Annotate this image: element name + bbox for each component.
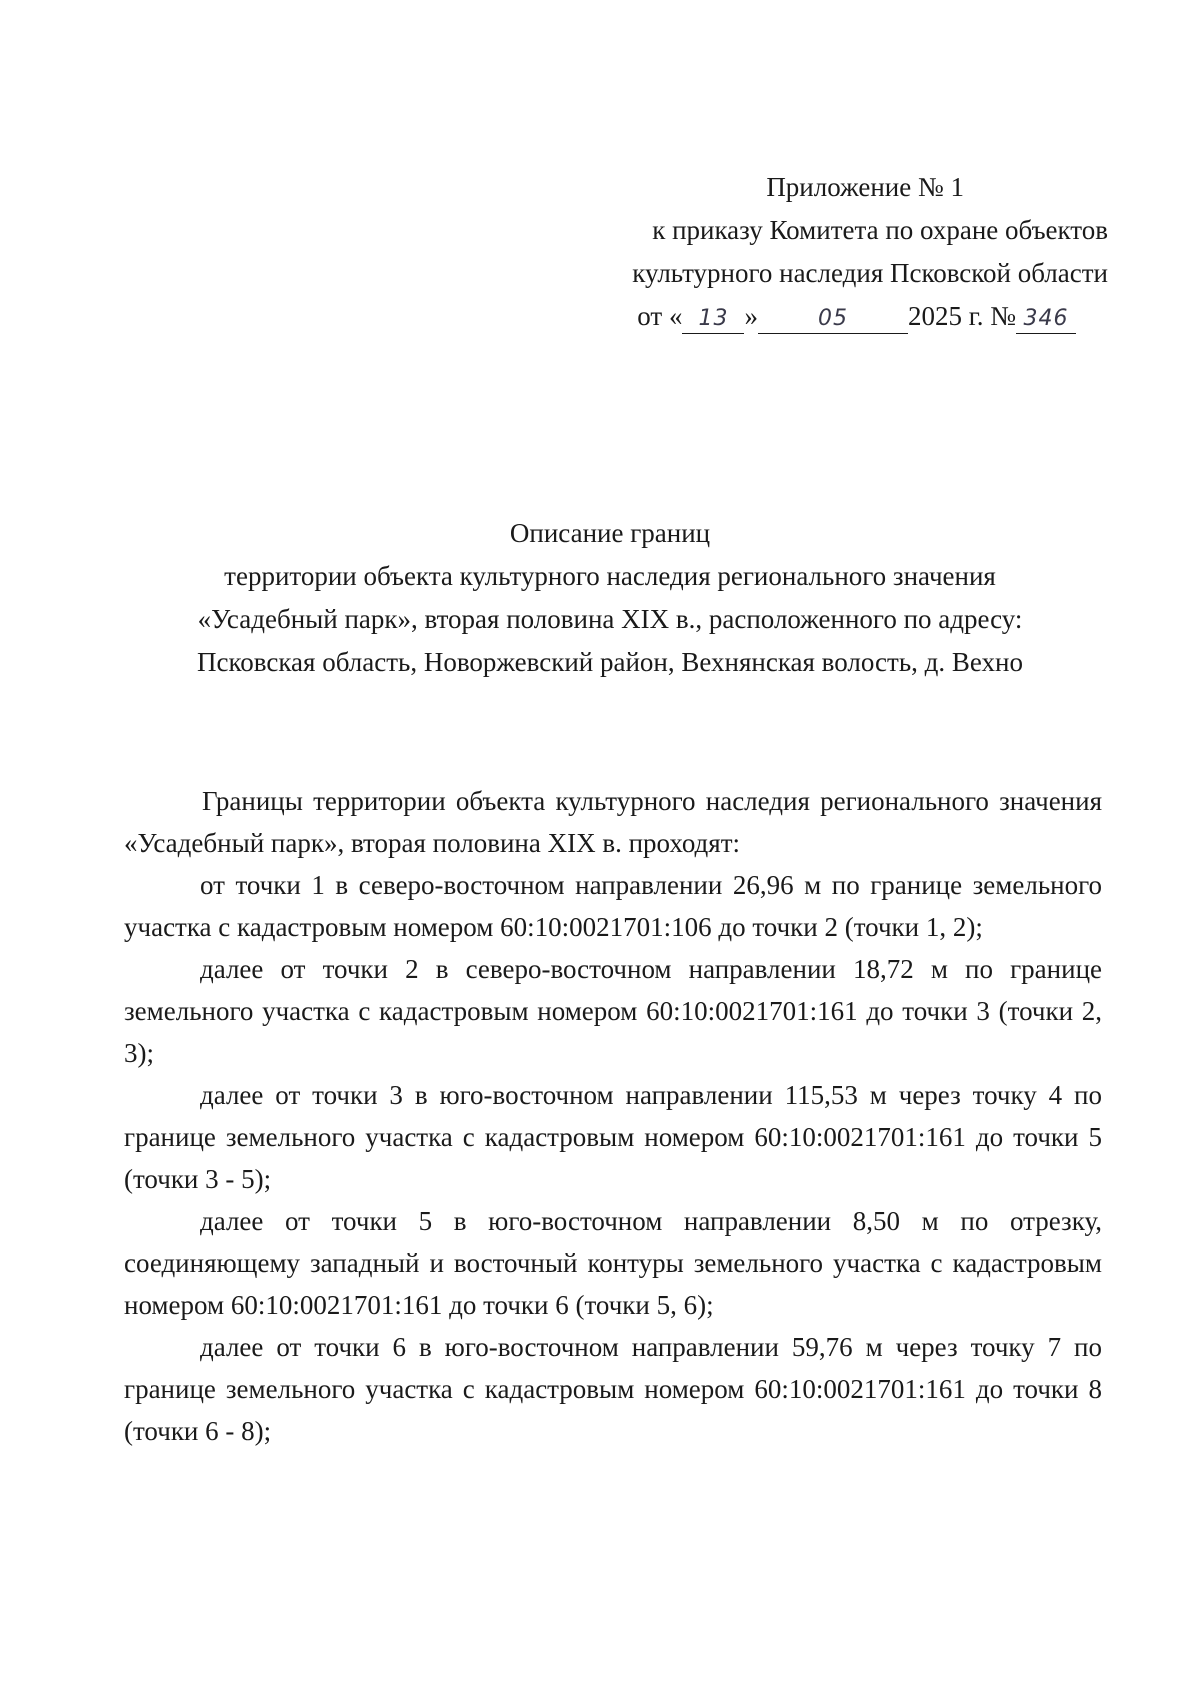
date-mid: » — [744, 301, 758, 331]
title-line-2: территории объекта культурного наследия регионального значения — [224, 561, 996, 591]
appendix-header — [548, 166, 1108, 338]
date-month-field — [758, 299, 908, 334]
date-prefix: от « — [637, 301, 683, 331]
title-line-4: Псковская область, Новоржевский район, Вехнянская волость, д. Вехно — [197, 647, 1023, 677]
body-paragraph: от точки 1 в северо-восточном направлении 26,96 м по границе земельного участка с кадастровым номером 60:10:0021701:106 до точки 2 (точки 1, 2); — [124, 870, 1102, 942]
title-line-1: Описание границ — [509, 518, 711, 548]
document-title — [120, 512, 1100, 684]
body-paragraph: далее от точки 2 в северо-восточном направлении 18,72 м по границе земельного участка с кадастровым номером 60:10:0021701:161 до точки 3 (точки 2, 3); — [124, 954, 1102, 1068]
body-paragraph: далее от точки 5 в юго-восточном направлении 8,50 м по отрезку, соединяющему западный и восточный контуры земельного участка с кадастровым номером 60:10:0021701:161 до точки 6 (точки 5, 6); — [124, 1206, 1102, 1320]
appendix-committee-line: культурного наследия Псковской области — [632, 258, 1108, 288]
appendix-title: Приложение № 1 — [766, 172, 964, 202]
order-number-field — [1016, 299, 1076, 334]
date-year-label: 2025 г. № — [907, 301, 1016, 331]
date-day-handwritten: 13 — [698, 306, 729, 331]
date-day-field — [682, 299, 744, 334]
body-paragraph: далее от точки 3 в юго-восточном направлении 115,53 м через точку 4 по границе земельного участка с кадастровым номером 60:10:0021701:161 до точки 5 (точки 3 - 5); — [124, 1080, 1102, 1194]
appendix-date-line — [548, 295, 1108, 338]
body-paragraph: Границы территории объекта культурного наследия регионального значения «Усадебный парк», вторая половина XIX в. проходят: — [124, 786, 1102, 858]
order-number-handwritten: 346 — [1023, 306, 1069, 331]
body-paragraph: далее от точки 6 в юго-восточном направлении 59,76 м через точку 7 по границе земельного участка с кадастровым номером 60:10:0021701:161 до точки 8 (точки 6 - 8); — [124, 1332, 1102, 1446]
title-line-3: «Усадебный парк», вторая половина XIX в., расположенного по адресу: — [197, 604, 1023, 634]
appendix-order-line: к приказу Комитета по охране объектов — [652, 215, 1108, 245]
document-body — [124, 780, 1102, 1452]
date-month-handwritten: 05 — [817, 306, 848, 331]
